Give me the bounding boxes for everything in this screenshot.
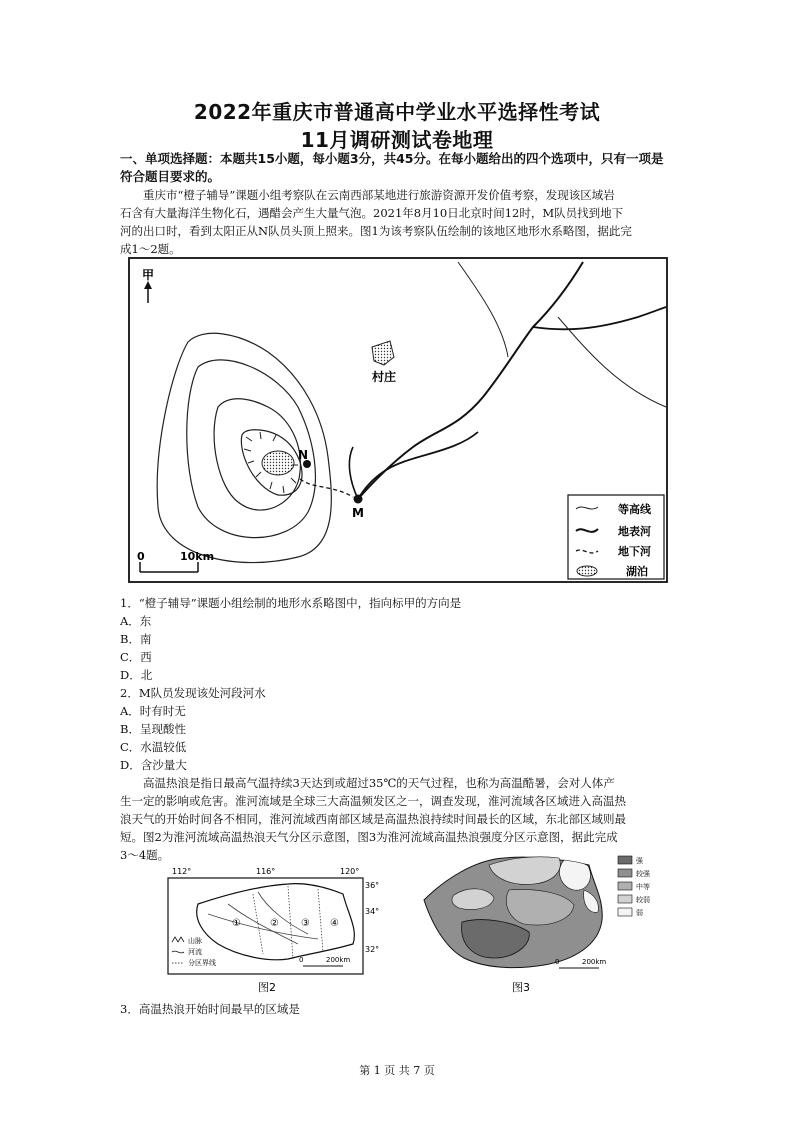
fig2-zone-4: ④ (330, 918, 339, 929)
lake-in-depression (262, 451, 294, 475)
fig2-scale-dist: 200km (326, 956, 351, 964)
passage-2-line-4: 短。图2为淮河流域高温热浪天气分区示意图，图3为淮河流域高温热浪强度分区示意图，据此完成 (120, 830, 618, 844)
fig3-legend-label-medium: 中等 (636, 883, 650, 891)
fig3-scale-zero: 0 (555, 958, 560, 966)
north-label: 甲 (142, 268, 155, 282)
fig3-legend-label-weak: 弱 (636, 909, 643, 917)
section-heading-line-2: 符合题目要求的。 (120, 169, 221, 184)
passage-1-line-2: 石含有大量海洋生物化石，遇醋会产生大量气泡。2021年8月10日北京时间12时，M队员找到地下 (120, 206, 624, 220)
question-2-option-a[interactable]: A．时有时无 (120, 704, 186, 718)
fig2-scale-zero: 0 (299, 956, 304, 964)
legend-lake-icon (577, 566, 597, 576)
question-1-option-b[interactable]: B．南 (120, 632, 152, 646)
question-3-stem: 3．高温热浪开始时间最早的区域是 (120, 1002, 300, 1016)
page-footer: 第 1 页 共 7 页 (359, 1064, 435, 1077)
figure-2-zones-map (158, 864, 390, 994)
fig2-lon-116: 116° (256, 867, 276, 876)
section-heading (120, 150, 680, 186)
question-1-option-a[interactable]: A．东 (120, 614, 152, 628)
scale-distance-label: 10km (180, 550, 215, 563)
fig2-zone-3: ③ (301, 918, 310, 929)
question-2-option-c[interactable]: C．水温较低 (120, 740, 187, 754)
fig2-lon-112: 112° (172, 867, 192, 876)
point-n-label: N (298, 448, 309, 462)
passage-2-line-5: 3～4题。 (120, 848, 170, 862)
title-line-2: 11月调研测试卷地理 (300, 128, 494, 152)
fig2-legend-boundary-label: 分区界线 (188, 959, 216, 967)
fig2-zone-2: ② (270, 918, 279, 929)
fig3-legend-swatch-weaker (618, 895, 632, 903)
passage-1-line-3: 河的出口时，看到太阳正从N队员头顶上照来。图1为该考察队伍绘制的该地区地形水系略图，据此完 (120, 224, 632, 238)
question-2-option-b[interactable]: B．呈现酸性 (120, 722, 186, 736)
fig2-lat-34: 34° (365, 907, 380, 916)
figure-1-terrain-map (128, 257, 668, 583)
fig2-legend-mountain-label: 山脉 (188, 937, 202, 945)
passage-2-line-3: 浪天气的开始时间各不相同，淮河流域西南部区域是高温热浪持续时间最长的区域，东北部区域则最 (120, 812, 626, 826)
fig3-legend-swatch-more-strong (618, 869, 632, 877)
legend-river-label: 地表河 (618, 525, 651, 538)
passage-2-line-1: 高温热浪是指日最高气温持续3天达到或超过35℃的天气过程，也称为高温酷暑，会对人体产 (143, 776, 615, 790)
title-line-1: 2022年重庆市普通高中学业水平选择性考试 (193, 100, 601, 124)
fig3-legend-swatch-strong (618, 856, 632, 864)
section-heading-line-1: 一、单项选择题：本题共15小题，每小题3分，共45分。在每小题给出的四个选项中，只有一项是 (120, 151, 664, 166)
legend-contour-label: 等高线 (618, 503, 651, 516)
question-1-option-c[interactable]: C．西 (120, 650, 152, 664)
fig3-legend-swatch-weak (618, 908, 632, 916)
question-1-stem: 1．“橙子辅导”课题小组绘制的地形水系略图中，指向标甲的方向是 (120, 596, 462, 610)
fig2-caption: 图2 (258, 981, 276, 994)
fig2-zone-1: ① (232, 918, 241, 929)
scale-zero-label: 0 (137, 550, 145, 563)
question-1-option-d[interactable]: D．北 (120, 668, 153, 682)
fig3-legend-label-strong: 强 (636, 857, 643, 865)
fig2-lat-36: 36° (365, 881, 380, 890)
fig3-legend-label-more-strong: 较强 (636, 870, 650, 878)
passage-1-line-4: 成1～2题。 (120, 242, 181, 256)
fig3-legend-label-weaker: 较弱 (636, 896, 650, 904)
passage-1-line-1: 重庆市“橙子辅导”课题小组考察队在云南西部某地进行旅游资源开发价值考察，发现该区域岩 (143, 188, 615, 202)
figure-3-intensity-map (414, 850, 654, 995)
passage-2-line-2: 生一定的影响或危害。淮河流域是全球三大高温频发区之一，调查发现，淮河流域各区域进入高温热 (120, 794, 626, 808)
fig2-lat-32: 32° (365, 945, 380, 954)
passage-1 (120, 186, 680, 258)
legend-underground-river-label: 地下河 (618, 545, 651, 558)
point-m-label: M (352, 506, 364, 520)
fig2-legend-river-label: 河流 (188, 948, 202, 956)
fig2-lon-120: 120° (340, 867, 360, 876)
village-label: 村庄 (372, 370, 397, 384)
question-2-stem: 2．M队员发现该处河段河水 (120, 686, 266, 700)
fig3-caption: 图3 (512, 981, 530, 994)
question-2-option-d[interactable]: D．含沙量大 (120, 758, 187, 772)
legend-lake-label: 湖泊 (626, 565, 648, 578)
fig3-legend-swatch-medium (618, 882, 632, 890)
fig3-scale-dist: 200km (582, 958, 607, 966)
